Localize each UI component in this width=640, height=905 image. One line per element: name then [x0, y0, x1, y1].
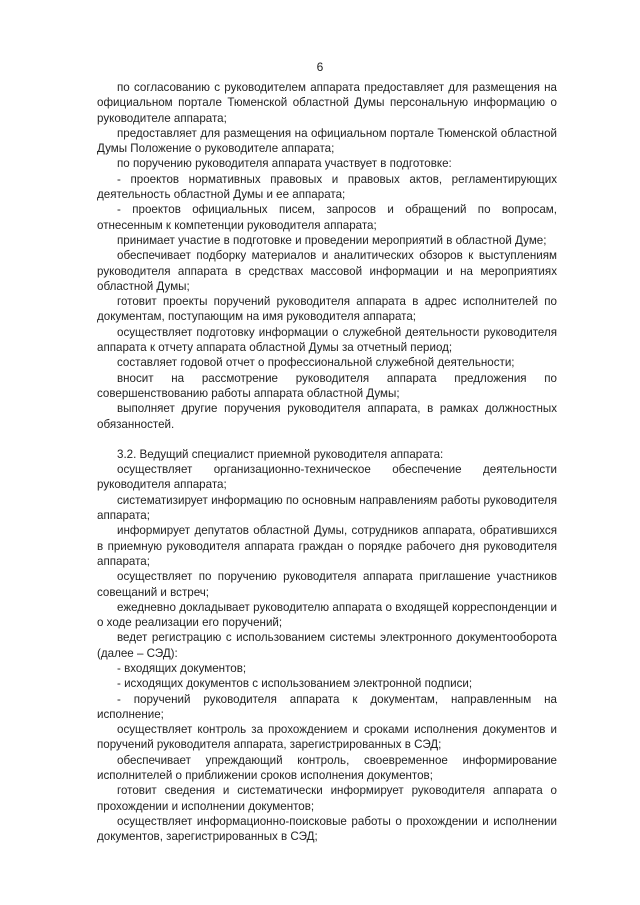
- paragraph: ведет регистрацию с использованием системы электронного документооборота (далее – СЭД):: [97, 631, 557, 660]
- section-heading: 3.2. Ведущий специалист приемной руководителя аппарата:: [117, 447, 444, 461]
- paragraph: систематизирует информацию по основным направлениям работы руководителя аппарата;: [97, 493, 557, 523]
- paragraph: - проектов нормативных правовых и правовых актов, регламентирующих деятельность областной Думы и ее аппарата;: [97, 172, 557, 202]
- paragraph: по поручению руководителя аппарата участвует в подготовке:: [117, 157, 452, 171]
- paragraph: выполняет другие поручения руководителя аппарата, в рамках должностных обязанностей.: [97, 402, 557, 431]
- paragraph: готовит проекты поручений руководителя аппарата в адрес исполнителей по документам, поступающим на имя руководителя аппарата;: [97, 295, 557, 324]
- paragraph: по согласованию с руководителем аппарата предоставляет для размещения на официальном портале Тюменской областной Думы персональную информацию о руководителе аппарата;: [97, 81, 557, 125]
- paragraph: осуществляет по поручению руководителя аппарата приглашение участников совещаний и встреч;: [97, 570, 557, 599]
- paragraph: составляет годовой отчет о профессиональной служебной деятельности;: [117, 356, 515, 370]
- paragraph: осуществляет контроль за прохождением и сроками исполнения документов и поручений руководителя аппарата, зарегистрированных в СЭД;: [97, 723, 557, 752]
- document-body: [97, 80, 557, 845]
- paragraph: - поручений руководителя аппарата к документам, направленным на исполнение;: [97, 692, 557, 721]
- paragraph: осуществляет организационно-техническое обеспечение деятельности руководителя аппарата;: [97, 463, 557, 492]
- page-number: 6: [316, 60, 324, 74]
- paragraph: - входящих документов;: [117, 661, 247, 675]
- paragraph: осуществляет подготовку информации о служебной деятельности руководителя аппарата к отчету аппарата областной Думы за отчетный период;: [97, 325, 557, 355]
- paragraph: принимает участие в подготовке и проведении мероприятий в областной Думе;: [117, 233, 547, 247]
- paragraph: осуществляет информационно-поисковые работы о прохождении и исполнении документов, зарегистрированных в СЭД;: [97, 814, 557, 844]
- paragraph: готовит сведения и систематически информирует руководителя аппарата о прохождении и исполнении документов;: [97, 784, 557, 813]
- paragraph: вносит на рассмотрение руководителя аппарата предложения по совершенствованию работы аппарата областной Думы;: [97, 371, 557, 400]
- paragraph: предоставляет для размещения на официальном портале Тюменской областной Думы Положение о руководителе аппарата;: [97, 126, 557, 156]
- paragraph: - исходящих документов с использованием электронной подписи;: [117, 677, 473, 691]
- paragraph: информирует депутатов областной Думы, сотрудников аппарата, обратившихся в приемную руководителя аппарата граждан о порядке рабочего дня руководителя аппарата;: [97, 524, 557, 568]
- paragraph: ежедневно докладывает руководителю аппарата о входящей корреспонденции и о ходе реализации его поручений;: [97, 600, 557, 630]
- paragraph: обеспечивает упреждающий контроль, своевременное информирование исполнителей о приближении сроков исполнения документов;: [97, 753, 557, 783]
- paragraph: - проектов официальных писем, запросов и обращений по вопросам, отнесенным к компетенции руководителя аппарата;: [97, 203, 557, 232]
- paragraph: обеспечивает подборку материалов и аналитических обзоров к выступлениям руководителя аппарата в средствах массовой информации и на мероприятиях областной Думы;: [97, 249, 557, 293]
